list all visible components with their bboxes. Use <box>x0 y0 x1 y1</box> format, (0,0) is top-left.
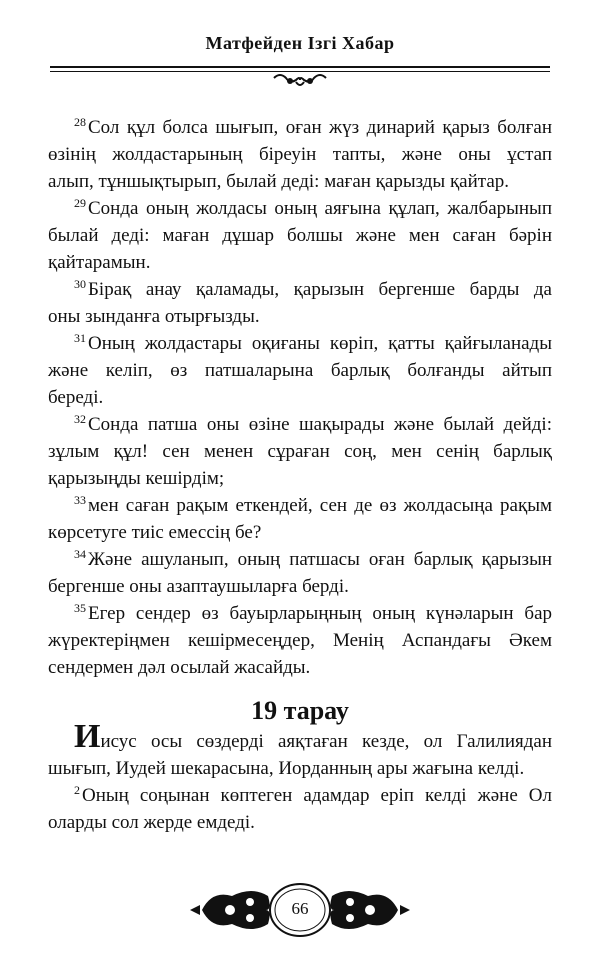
line-text: сендермен дәл осылай жасайды. <box>48 657 311 678</box>
verse-line <box>48 330 552 357</box>
verse <box>48 718 552 782</box>
line-text: өзінің жолдастарының біреуін тапты, және оны ұстап <box>48 144 552 165</box>
verse-number: 32 <box>74 412 86 426</box>
verse-line <box>48 168 552 195</box>
verse-line <box>48 411 552 438</box>
line-text: және келіп, өз патшаларына барлық болғанды айтып <box>48 360 552 381</box>
verse-line <box>48 465 552 492</box>
line-text: алып, тұншықтырып, былай деді: маған қарызды қайтар. <box>48 171 510 192</box>
line-text: Егер сендер өз бауырларыңның оның күнәларын бар <box>88 603 552 624</box>
verse-line <box>48 809 552 836</box>
page-content <box>48 114 552 836</box>
verse <box>48 600 552 681</box>
verse-number: 34 <box>74 547 86 561</box>
verse-number: 29 <box>74 196 86 210</box>
verse <box>48 276 552 330</box>
verse-line <box>48 546 552 573</box>
verse <box>48 492 552 546</box>
verse-line <box>48 782 552 809</box>
verse <box>48 195 552 276</box>
ornament-icon <box>270 72 330 88</box>
drop-cap: И <box>74 718 101 755</box>
verse-line <box>48 357 552 384</box>
verse <box>48 330 552 411</box>
verse-line <box>48 492 552 519</box>
line-text: зұлым құл! сен менен сұраған соң, мен сенің барлық <box>48 441 552 462</box>
line-text: оларды сол жерде емдеді. <box>48 812 255 833</box>
line-text: мен саған рақым еткендей, сен де өз жолдасыңа рақым <box>88 495 552 516</box>
line-text: қарызыңды кешірдім; <box>48 468 225 489</box>
verse-line <box>48 141 552 168</box>
verse-line <box>48 755 552 782</box>
line-text: бергенше оны азаптаушыларға берді. <box>48 576 349 597</box>
line-text: исус осы сөздерді аяқтаған кезде, ол Галилиядан <box>100 731 552 752</box>
line-text: Және ашуланып, оның патшасы оған барлық қарызын <box>88 549 552 570</box>
line-text: Оның жолдастары оқиғаны көріп, қатты қайғыланады <box>88 333 552 354</box>
running-title: Матфейден Ізгі Хабар <box>205 33 395 53</box>
verse-line <box>48 384 552 411</box>
verse-line <box>48 303 552 330</box>
line-text: оны зынданға отырғызды. <box>48 306 260 327</box>
line-text: Сол құл болса шығып, оған жүз динарий қарыз болған <box>88 117 552 138</box>
line-text: қайтарамын. <box>48 252 151 273</box>
verse-number: 31 <box>74 331 86 345</box>
verse-number: 30 <box>74 277 86 291</box>
verse <box>48 114 552 195</box>
verse-number: 2 <box>74 783 80 797</box>
line-text: көрсетуге тиіс емессің бе? <box>48 522 262 543</box>
verse-number: 35 <box>74 601 86 615</box>
line-text: былай деді: маған дұшар болшы және мен саған бәрін <box>48 225 552 246</box>
chapter-verses-block <box>48 718 552 836</box>
verse-number: 33 <box>74 493 86 507</box>
line-text: Сонда патша оны өзіне шақырады және былай дейді: <box>88 414 552 435</box>
verse-line <box>48 438 552 465</box>
verse <box>48 546 552 600</box>
line-text: береді. <box>48 387 104 408</box>
page-number: 66 <box>291 899 309 918</box>
verse <box>48 782 552 836</box>
verse-line <box>48 276 552 303</box>
verse-line <box>48 627 552 654</box>
verse-line <box>48 718 552 755</box>
line-text: шығып, Иудей шекарасына, Иорданның ары жағына келді. <box>48 758 525 779</box>
verse-line <box>48 249 552 276</box>
verse-line <box>48 519 552 546</box>
verse-line <box>48 654 552 681</box>
verse <box>48 411 552 492</box>
verse-line <box>48 114 552 141</box>
header-rule <box>50 66 550 68</box>
line-text: Сонда оның жолдасы оның аяғына құлап, жалбарынып <box>88 198 552 219</box>
chapter-heading: 19 тарау <box>251 696 349 725</box>
verse-line <box>48 195 552 222</box>
verse-line <box>48 222 552 249</box>
line-text: Оның соңынан көптеген адамдар еріп келді және Ол <box>82 785 552 806</box>
line-text: Бірақ анау қаламады, қарызын бергенше барды да <box>88 279 552 300</box>
verse-number: 28 <box>74 115 86 129</box>
verse-line <box>48 600 552 627</box>
line-text: жүректеріңмен кешірмесеңдер, Менің Аспандағы Әкем <box>48 630 552 651</box>
verse-line <box>48 573 552 600</box>
verses-block <box>48 114 552 681</box>
